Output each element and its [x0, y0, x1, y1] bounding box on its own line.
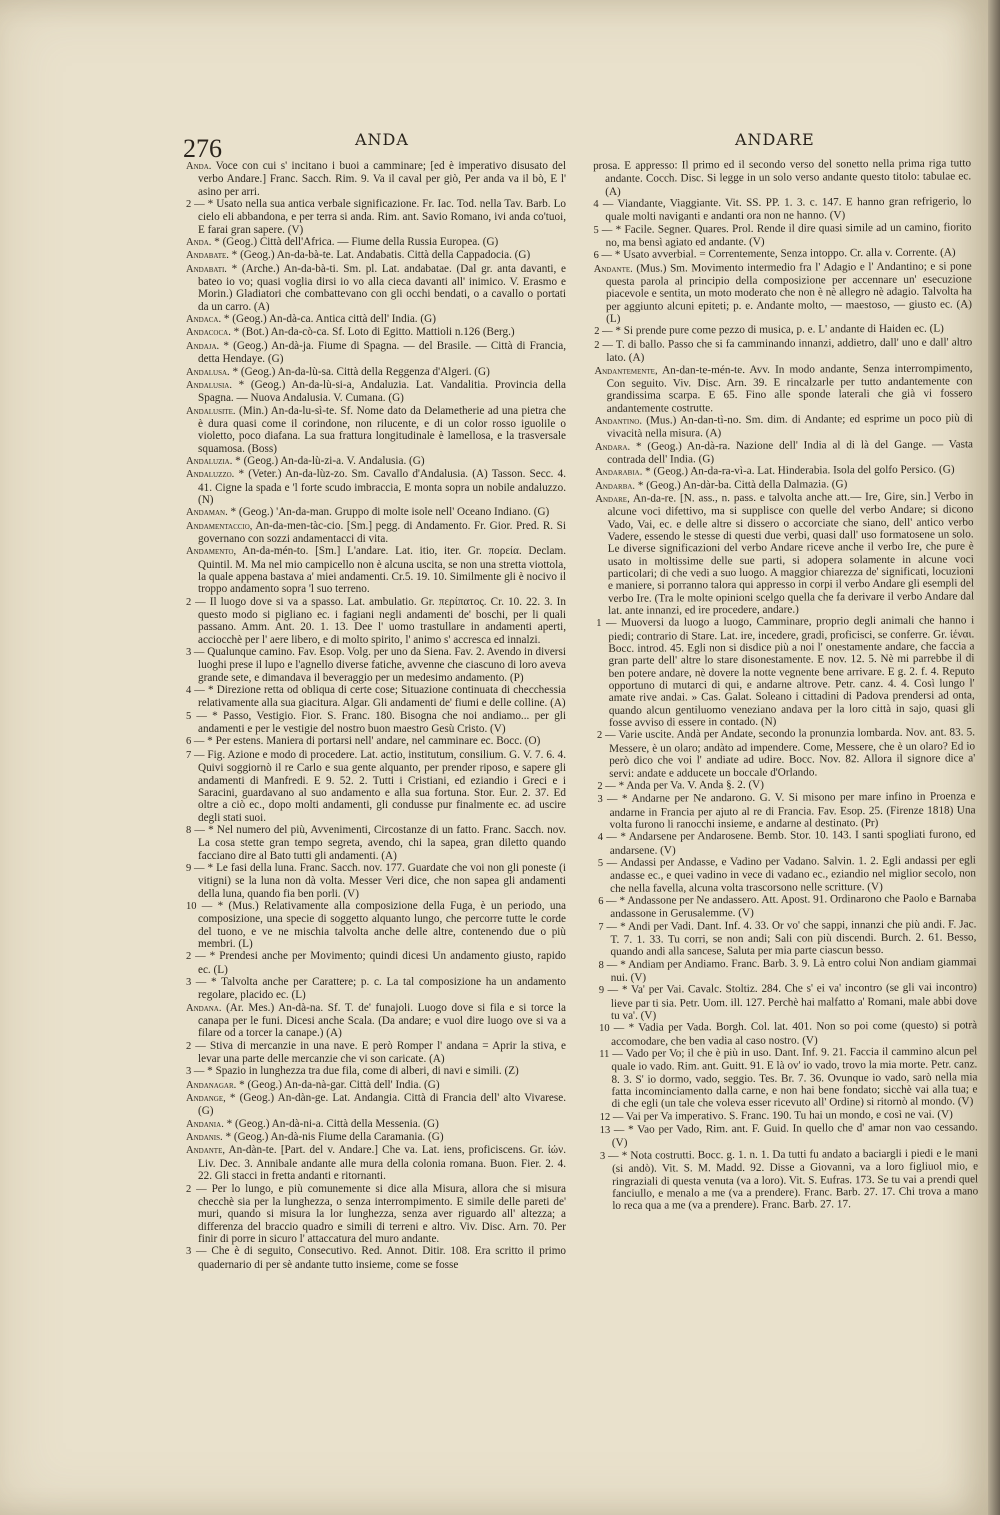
entry-headword: Andalusa. [186, 366, 230, 378]
entry-text: * Anda per Va. V. Anda §. 2. (V) [618, 778, 765, 792]
dictionary-entry [596, 615, 975, 730]
dictionary-entry [186, 749, 566, 824]
entry-headword: 2 — [594, 326, 613, 338]
dictionary-entry [186, 950, 566, 976]
entry-headword: 6 — [593, 250, 613, 262]
entry-headword: Andacoca. [186, 327, 231, 339]
entry-headword: 7 — [598, 921, 618, 933]
entry-headword: 2 — [186, 596, 206, 608]
dictionary-entry [186, 1144, 566, 1182]
dictionary-entry [186, 596, 566, 646]
entry-text: * (Mus.) Relativamente alla composizione della Fuga, è un periodo, una composizione, una specie di soggetto alquanto lungo, che percorre tutte le corde del tuono, e ve ne mischia talvolta anche delle altre, contenendo due o più membri. (L) [198, 899, 567, 950]
entry-text: * (Geog.) An-dà-ra. Nazione dell' India al di là del Gange. — Vasta contrada dell' India. (G) [607, 437, 974, 466]
entry-text: * (Geog.) An-da-ra-vì-a. Lat. Hinderabia. Isola del golfo Persico. (G) [645, 463, 955, 478]
entry-headword: Andante, [186, 1145, 225, 1157]
entry-text: * (Geog.) 'An-da-man. Gruppo di molte isole nell' Oceano Indiano. (G) [230, 506, 550, 519]
entry-text: * Andarne per Ne andarono. G. V. Si misono per mare infino in Proenza e andarne in Francia per ajuto al re di Francia. Fav. Esop. 25. (Firenze 1818) Una volta furono li ranocchi insieme, e andarne al destinato. (Pr) [609, 790, 976, 831]
entry-headword: 8 — [598, 959, 618, 971]
entry-text: * (Geog.) An-da-bà-te. Lat. Andabatis. Città della Cappadocia. (G) [231, 249, 531, 262]
dictionary-entry [186, 506, 566, 519]
dictionary-entry [598, 854, 976, 895]
entry-headword: Andamentaccio, [186, 520, 253, 532]
entry-text: An-da-mén-to. [Sm.] L'andare. Lat. itio, iter. Gr. πορεία. Declam. Quintil. M. Ma nel mio campicello non è alcuna uscita, se non una stretta viottola, la quale appena bastava a' miei andamenti. Cr.5. 19. 10. Similmente gli è nocivo il troppo andamento sopra 'l suo terreno. [198, 545, 567, 596]
dictionary-entry [600, 1121, 978, 1149]
entry-text: * (Veter.) An-da-lùz-zo. Sm. Cavallo d'Andalusia. (A) Tasson. Secc. 4. 41. Cigne la spada e 'l forte scudo imbraccia, E monta sopra un nobile andaluzzo. (N) [198, 468, 566, 506]
dictionary-entry [186, 710, 566, 736]
dictionary-entry [186, 198, 566, 236]
dictionary-entry [186, 735, 566, 748]
dictionary-entry [597, 791, 975, 832]
entry-headword: 4 — [597, 832, 617, 844]
dictionary-entry [186, 862, 566, 900]
dictionary-entry [186, 366, 566, 379]
entry-text: * (Geog.) An-dà-ni-a. Città della Messenia. (G) [226, 1117, 439, 1130]
entry-text: * (Geog.) An-dàr-ba. Città della Dalmazia. (G) [637, 477, 848, 492]
dictionary-entry [186, 455, 566, 468]
entry-headword: 4 — [186, 685, 205, 697]
dictionary-entry [186, 684, 566, 710]
entry-headword: 10 — [186, 900, 213, 912]
entry-headword: Andana. [186, 1002, 222, 1014]
entry-text: Fig. Azione e modo di procedere. Lat. actio, institutum, consilium. G. V. 7. 6. 4. Quivi soggiornò il re Carlo e sua gente alquanto, per prender riposo, e sapere gli andamenti di Manfredi. E 9. 52. 2. Tutti i Cristiani, ed eziandio i Greci e i Saracini, guardavano al suo andamento e alla sua fortuna. Stor. Eur. 2. 37. Ed oltre a ciò ec., dopo molti andamenti, gli condusse pur finalmente ec. ad uscire degli stati suoi. [198, 748, 567, 824]
right-running-head: ANDARE [735, 130, 815, 149]
entry-text: * Nel numero del più, Avvenimenti, Circostanze di un fatto. Franc. Sacch. nov. La cosa stette gran tempo segreta, avendo, chi la sapea, gran diletto quando facciano dire al Bato tutti gli andamenti. (A) [198, 823, 567, 862]
entry-text: * Nota costrutti. Bocc. g. 1. n. 1. Da tutti fu andato a baciargli i piedi e le mani (si andò). Vit. S. M. Madd. 92. Disse a Giovanni, va a loro figliuol mio, e ringraziali di questa venuta (va a loro). Vit. S. Eufras. 173. Se tu vai a prendi quel fanciullo, e menalo a me (va a prendere). Franc. Barb. 27. 17. Chi trova a mano lo reca qua a me (va a prendere). Franc. Barb. 27. 17. [612, 1147, 979, 1213]
entry-headword: 3 — [186, 647, 205, 659]
dictionary-entry [186, 249, 566, 262]
entry-headword: Andalusia. [186, 379, 232, 391]
entry-headword: 2 — [186, 199, 205, 211]
entry-text: * (Geog.) An-dà-ca. Antica città dell' India. (G) [223, 313, 436, 326]
entry-text: * (Geog.) An-da-lù-zi-a. V. Andalusia. (G) [235, 454, 425, 467]
entry-headword: 5 — [597, 857, 618, 869]
entry-text: * Usato nella sua antica verbale significazione. Fr. Iac. Tod. nella Tav. Barb. Lo cielo eli abbandona, e per terra si anda. Rim. ant. Savio Romano, ivi anda co'tuoi, E farai gran sapere. (V) [198, 198, 567, 236]
dictionary-entry [186, 1118, 566, 1131]
entry-text: * (Bot.) An-da-cò-ca. Sf. Loto di Egitto. Mattioli n.126 (Berg.) [233, 326, 515, 339]
entry-headword: 10 — [599, 1023, 625, 1035]
entry-text: * Andi per Vadi. Dant. Inf. 4. 33. Or vo' che sappi, innanzi che più andi. F. Jac. T. 7. 1. 33. Tu corri, se non andi; Sali con più discendi. Burch. 2. 61. Besso, quando andi alla sancese, Saluta per mia parte ciascun besso. [610, 917, 977, 959]
entry-text: Qualunque camino. Fav. Esop. Volg. per uno da Siena. Fav. 2. Avendo in diversi luoghi prese il lupo e l'agnello diverse fatiche, avvenne che ciascuno di loro aveva grande sete, e dimandava il beveraggio per un medesimo andamento. (P) [198, 646, 566, 684]
entry-headword: 2 — [596, 730, 616, 742]
entry-text: * Andassone per Ne andassero. Att. Apost. 91. Ordinarono che Paolo e Barnaba andassone in Gerusalemme. (V) [610, 892, 977, 921]
entry-headword: Andabate. [186, 250, 229, 262]
dictionary-entry [595, 490, 974, 617]
entry-text: (Mus.) An-dan-tì-no. Sm. dim. di Andante; ed esprime un poco più di vivacità nella misura. (A) [606, 412, 973, 441]
entry-text: * (Geog.) An-dàn-ge. Lat. Andangia. Città di Francia dell' alto Vivarese. (G) [198, 1092, 566, 1118]
dictionary-entry [186, 976, 566, 1002]
entry-headword: Andaja. [186, 340, 220, 352]
entry-headword: 2 — [594, 339, 614, 351]
entry-headword: 3 — [599, 1150, 619, 1162]
entry-text: * Le fasi della luna. Franc. Sacch. nov. 177. Guardate che voi non gli poneste (i vitigni) se la luna non dà volta. Messer Veri dice, che non sapea gli andamenti della luna, quando fia ben porli. (V) [198, 861, 566, 900]
entry-headword: 8 — [186, 824, 205, 836]
left-running-head: ANDA [355, 130, 409, 149]
entry-headword: 2 — [186, 1183, 207, 1195]
entry-text: Vado per Vo; il che è più in uso. Dant. Inf. 9. 21. Faccia il cammino alcun pel quale io vado. Rim. ant. Guitt. 91. E là ov' io vado, trovo la mia morte. Petr. canz. 8. 3. S' io dormo, vado, seggio. Tes. Br. 7. 36. Ovunque io vado, sarò nella mia fatta incominciamento dalla carne, e non hai bene fondato; sicchè vai alla tua; e di che egli (un tale che voleva esser ricevuto all' Ordine) si ritornò al mondo. (V) [611, 1045, 978, 1111]
entry-headword: 9 — [598, 985, 619, 997]
entry-text: Varie uscite. Andà per Andate, secondo la pronunzia lombarda. Nov. ant. 83. 5. Messere, è un olaro; andàto ad impendere. Come, Messere, che è un olaro? Ed io però dico che voi l' andiate ad udire. Bocc. Nov. 82. Allora il signore dice a' servi: andate e adducete un boccale d'Orlando. [609, 726, 976, 780]
entry-headword: Andaluzia. [186, 455, 233, 467]
entry-headword: Andantino. [594, 415, 643, 427]
dictionary-entry [186, 545, 566, 595]
entry-text: Voce con cui s' incitano i buoi a camminare; [ed è imperativo disusato del verbo Andare.] Franc. Sacch. Rim. 9. Va il caval per giò, Per anda va il bò, E l' asino per arri. [198, 160, 566, 198]
dictionary-entry [598, 892, 976, 920]
dictionary-entry [595, 438, 973, 466]
dictionary-entry [186, 1183, 566, 1246]
entry-text: * Per estens. Maniera di portarsi nell' andare, nel camminare ec. Bocc. (O) [207, 735, 541, 748]
entry-text: An-dan-te-mén-te. Avv. In modo andante, Senza interrompimento, Con seguito. Viv. Disc. Arn. 39. E rincalzarle per tutto andantemente con grandissima scarpa. E 65. Fino alle sponde laterali che già vi fossero andantemente costrutte. [606, 361, 973, 415]
dictionary-entry [599, 982, 977, 1023]
entry-headword: Andanagar. [186, 1079, 237, 1091]
dictionary-entry [595, 464, 973, 480]
entry-headword: Andania. [186, 1118, 224, 1130]
dictionary-entry [186, 379, 566, 405]
entry-headword: 5 — [593, 224, 613, 236]
entry-text: * (Geog.) An-da-lù-si-a, Andaluzia. Lat. Vandalitia. Provincia della Spagna. — Nuova Andalusia. V. Cumana. (G) [198, 378, 566, 405]
entry-text: * (Geog.) An-da-lù-sa. Città della Reggenza d'Algeri. (G) [232, 365, 490, 378]
entry-headword: 3 — [186, 1066, 205, 1078]
entry-text: * Va' per Vai. Cavalc. Stoltiz. 284. Che s' ei va' incontro (se gli vai incontro) lieve par ti sia. Petr. Uom. ill. 127. Perchè hai malfatto a' Romani, male abbi dove tu va'. (V) [610, 981, 977, 1022]
entry-text: * Facile. Segner. Quares. Prol. Rende il dire quasi simile ad un camino, fiorito no, ma bensì agiato ed andante. (V) [605, 221, 972, 249]
entry-headword: Anda. [186, 161, 212, 172]
entry-text: * Vadia per Vada. Borgh. Col. lat. 401. Non so poi come (questo) si potrà accomodare, che ben vadia al caso nostro. (V) [611, 1019, 978, 1048]
dictionary-entry [598, 918, 976, 959]
dictionary-entry [598, 829, 976, 857]
dictionary-entry [593, 221, 971, 249]
entry-headword: 6 — [186, 736, 205, 748]
entry-text: Stiva di mercanzie in una nave. E però Romper l' andana = Aprir la stiva, e levar una parte delle mercanzie che vi son caricate. (A) [198, 1039, 567, 1066]
entry-headword: 5 — [186, 710, 207, 722]
dictionary-entry [186, 405, 566, 455]
entry-text: * Talvolta anche per Carattere; p. c. La tal composizione ha un andamento regolare, placido ec. (L) [198, 976, 567, 1002]
entry-headword: Andange, [186, 1093, 226, 1105]
dictionary-entry [186, 824, 566, 862]
dictionary-entry [186, 1092, 566, 1118]
entry-text: * (Geog.) An-dà-ja. Fiume di Spagna. — del Brasile. — Città di Francia, detta Hendaye. (G) [198, 339, 566, 366]
entry-text: Per lo lungo, e più comunemente si dice alla Misura, allora che si misura checchè sia per la lunghezza, o senza interrompimento. E simile delle pareti de' muri, quando si misura la lor lunghezza, senza aver riguardo all' altezza; a differenza del braccio quadro e simili di terreni e altro. Viv. Disc. Arn. 70. Per finir di porre in sicuro l' attaccatura del muro andante. [198, 1182, 567, 1245]
page-number: 276 [183, 134, 222, 163]
entry-headword: 2 — [597, 780, 616, 792]
entry-headword: 3 — [597, 794, 618, 806]
entry-text: Che è di seguito, Consecutivo. Red. Annot. Ditir. 108. Era scritto il primo quadernario di per sè andante tutto insieme, come se fosse [198, 1245, 567, 1271]
dictionary-entry [186, 313, 566, 326]
entry-headword: 7 — [186, 749, 205, 761]
dictionary-entry [597, 727, 975, 780]
entry-text: * Usato avverbial. = Correntemente, Senza intoppo. Cr. alla v. Corrente. (A) [614, 246, 956, 262]
entry-headword: 4 — [593, 198, 614, 211]
dictionary-entry [186, 1002, 566, 1040]
entry-text: * Andiam per Andiamo. Franc. Barb. 3. 9. Là entro colui Non andiam giammai nui. (V) [610, 955, 977, 984]
entry-text: prosa. E appresso: Il primo ed il secondo verso del sonetto nella prima riga tutto andante. Cocch. Disc. Si legge in un solo verso andante questo titolo: tabulae ec. (A) [593, 157, 972, 198]
entry-headword: 6 — [598, 895, 617, 907]
dictionary-entry [186, 236, 566, 249]
entry-text: Viandante, Viaggiante. Vit. SS. PP. 1. 3. c. 147. E hanno gran refrigerio, lo quale molti naviganti e andanti ora non ne hanno. (V) [605, 195, 972, 224]
entry-headword: 2 — [186, 951, 206, 963]
dictionary-entry [186, 1079, 566, 1092]
dictionary-entry [600, 1147, 978, 1212]
dictionary-entry [186, 263, 566, 313]
dictionary-entry [186, 160, 566, 198]
entry-headword: Andaluzzo. [186, 469, 235, 481]
left-column [186, 160, 566, 1271]
entry-headword: 2 — [186, 1040, 206, 1052]
dictionary-entry [594, 336, 972, 364]
dictionary-entry [593, 157, 971, 198]
entry-headword: Andamento, [186, 546, 237, 558]
entry-text: * Vao per Vado, Rim. ant. F. Guid. In quello che d' amar non vao cessando. (V) [611, 1121, 978, 1150]
dictionary-entry [186, 1131, 566, 1144]
entry-headword: Andante. [593, 263, 633, 275]
entry-headword: Andara. [594, 441, 631, 453]
entry-headword: Andanis. [186, 1132, 223, 1144]
entry-text: An-da-re. [N. ass., n. pass. e talvolta anche att.— Ire, Gire, sin.] Verbo in alcune voci difettivo, ma si supplisce con quelle del verbo Andare; si dicono Vado, Vai, ec. e delle altre si dissero o accorciate che siano, dell' antico verbo Vadere, essendo le stesse di questi due verbi, quasi dall' uso formatosene un solo. Le diverse significazioni del verbo Andare riceve anche il verbo Ire, che pure è usato in moltissime delle sue parti, si adopera solamente in alcune voci particolari; di che vedi a suo luogo. A maggior chiarezza de' significati, locuzioni e maniere, si porranno talora qui appresso in corpi il verbo Andare gli esempli del verbo Ire. (Tra le molte opinioni scelgo quella che fa derivare il verbo Andare dal lat. ante innanzi, ed ire procedere, andare.) [607, 490, 975, 617]
dictionary-entry [599, 1045, 977, 1110]
entry-text: (Ar. Mes.) An-dà-na. Sf. T. de' funajoli. Luogo dove si fila e si torce la canapa per le funi. Dicesi anche Scala. (Da andare; e vuol dire luogo ove si va a filare od a torcer la canape.) (A) [198, 1001, 566, 1040]
dictionary-entry [186, 1245, 566, 1271]
entry-headword: Andaman. [186, 507, 228, 519]
dictionary-entry [186, 1040, 566, 1066]
entry-text: * Prendesi anche per Movimento; quindi dicesi Un andamento giusto, rapido ec. (L) [198, 950, 567, 976]
entry-headword: 1 — [596, 618, 617, 630]
entry-text: Vai per Va imperativo. S. Franc. 190. Tu hai un mondo, e così ne vai. (V) [625, 1108, 953, 1123]
entry-text: * Si prende pure come pezzo di musica, p. e. L' andante di Haiden ec. (L) [615, 323, 944, 338]
dictionary-entry [594, 260, 972, 325]
dictionary-entry [186, 646, 566, 684]
entry-headword: 12 — [599, 1111, 624, 1123]
entry-headword: Andantemente, [594, 365, 658, 377]
dictionary-entry [186, 900, 566, 950]
entry-text: (Min.) An-da-lu-sì-te. Sf. Nome dato da Delametherie ad una pietra che è dura quasi come il corindone, non rilucente, e di un color rosso iguolile o violetto, poco diafana. La sua frattura longitudinale è lamellosa, e la trasversale squamosa. (Boss) [198, 404, 567, 455]
entry-headword: 3 — [186, 977, 207, 988]
dictionary-entry [186, 468, 566, 506]
dictionary-entry [599, 956, 977, 984]
entry-text: * (Geog.) An-da-nà-gar. Città dell' India. (G) [239, 1078, 440, 1091]
entry-headword: 9 — [186, 862, 205, 874]
entry-headword: 11 — [599, 1048, 623, 1061]
dictionary-entry [186, 326, 566, 339]
entry-headword: Andare, [595, 493, 630, 505]
entry-headword: Andaca. [186, 314, 222, 326]
dictionary-entry [186, 520, 566, 546]
entry-headword: Andalusite. [186, 405, 236, 417]
entry-text: * Andarsene per Andarosene. Bemb. Stor. 10. 143. I santi spogliati furono, ed andarsene. (V) [609, 828, 976, 857]
entry-headword: Andarba. [595, 480, 636, 492]
dictionary-entry [594, 362, 972, 415]
entry-text: * Passo, Vestigio. Fior. S. Franc. 180. Bisogna che noi andiamo... per gli andamenti e per le vestigie del nostro buon maestro Gesù Cristo. (V) [198, 709, 567, 736]
dictionary-entry [599, 1020, 977, 1048]
entry-text: * Direzione retta od obliqua di certe cose; Situazione continuata di checchessia relativamente alla sua giacitura. Algar. Gli andamenti de' fiumi e delle colline. (A) [198, 684, 567, 710]
entry-text: (Mus.) Sm. Movimento intermedio fra l' Adagio e l' Andantino; e si pone questa parola al principio della composizione per accennare un' esecuzione piacevole e sentita, un moto moderato che non è nè allegro nè adagio. Talvolta ha per aggiunto alcuni epiteti; p. e. Andante molto, — maestoso, — giusto ec. (A) (L) [605, 260, 973, 326]
entry-text: T. di ballo. Passo che si fa camminando innanzi, addietro, dall' uno e dall' altro lato. (A) [606, 336, 973, 365]
entry-text: Il luogo dove si va a spasso. Lat. ambulatio. Gr. περίπατος. Cr. 10. 22. 3. In questo modo si pigliano ec. i fagiani negli andamenti de' boschi, per li quali passano. Amm. Ant. 20. 1. 13. Dee l' uomo trastullare in andamenti aperti, acciocchè per l' aere libero, e di molto spirito, l' animo s' accresca ed innalzi. [198, 595, 566, 646]
book-binding-edge [988, 0, 1000, 1515]
dictionary-entry [593, 195, 971, 223]
dictionary-entry [186, 1065, 566, 1078]
entry-headword: Andabati. [186, 263, 227, 275]
entry-text: An-da-men-tàc-cio. [Sm.] pegg. di Andamento. Fr. Gior. Pred. R. Si governano con sozzi andamentacci di vita. [198, 519, 566, 545]
right-column [593, 157, 978, 1212]
entry-headword: Anda. [186, 237, 212, 249]
dictionary-entry [186, 340, 566, 366]
entry-text: * (Arche.) An-da-bà-ti. Sm. pl. Lat. andabatae. (Dal gr. anta davanti, e bateo io vo; quasi voglia dirsi io vo alla cieca davanti all' inimico. V. Erasmo e Morin.) Gladiatori che combattevano con gli occhi bendati, o a cavallo o portati da un carro. (A) [198, 262, 566, 313]
entry-text: Muoversi da luogo a luogo, Camminare, proprio degli animali che hanno i piedi; contrario di Stare. Lat. ire, incedere, gradi, proficisci, se conferre. Gr. ἰέναι. Bocc. introd. 45. Egli non si disdice più a noi l' onestamente andare, che faccia a gran parte dell' altre lo stare disonestamente. E nov. 12. 5. Nè mi parrebbe il di ben potere andare, nè dovere la notte vegnente bene arrivare. E g. 2. f. 4. Reputo opportuno di mutarci di qui, e andarne altrove. Petr. canz. 4. 4. Così lungo l' amate rive andai. » Cas. Galat. Soleano i cittadini di Padova prendersi ad onta, quando alcun gentiluomo veneziano andava per la loro città in sajo, quasi gli fosse avviso di essere in contado. (N) [608, 614, 975, 730]
entry-headword: 3 — [186, 1246, 207, 1258]
entry-text: * (Geog.) Città dell'Africa. — Fiume della Russia Europea. (G) [214, 236, 499, 249]
entry-text: Andassi per Andasse, e Vadino per Vadano. Salvin. 1. 2. Egli andassi per egli andasse ec., e quei vadino in vece di vadano ec., eziandio nel miglior secolo, non che nella favella, alcuna volta trascorsono nelle scritture. (V) [609, 854, 977, 895]
dictionary-entry [595, 412, 973, 440]
entry-text: * (Geog.) An-dà-nis Fiume della Caramania. (G) [225, 1131, 444, 1144]
entry-headword: 13 — [599, 1124, 625, 1137]
entry-text: * Spazio in lunghezza tra due fila, come di alberi, di navi e simili. (Z) [207, 1065, 519, 1078]
entry-text: An-dàn-te. [Part. del v. Andare.] Che va. Lat. iens, proficiscens. Gr. ἰών. Liv. Dec. 3. Annibale andante alle mura della colonia romana. Buon. Fier. 2. 4. 22. Gli stacci in fretta andanti e ritornanti. [198, 1144, 567, 1183]
entry-headword: Andarabia. [595, 466, 643, 479]
